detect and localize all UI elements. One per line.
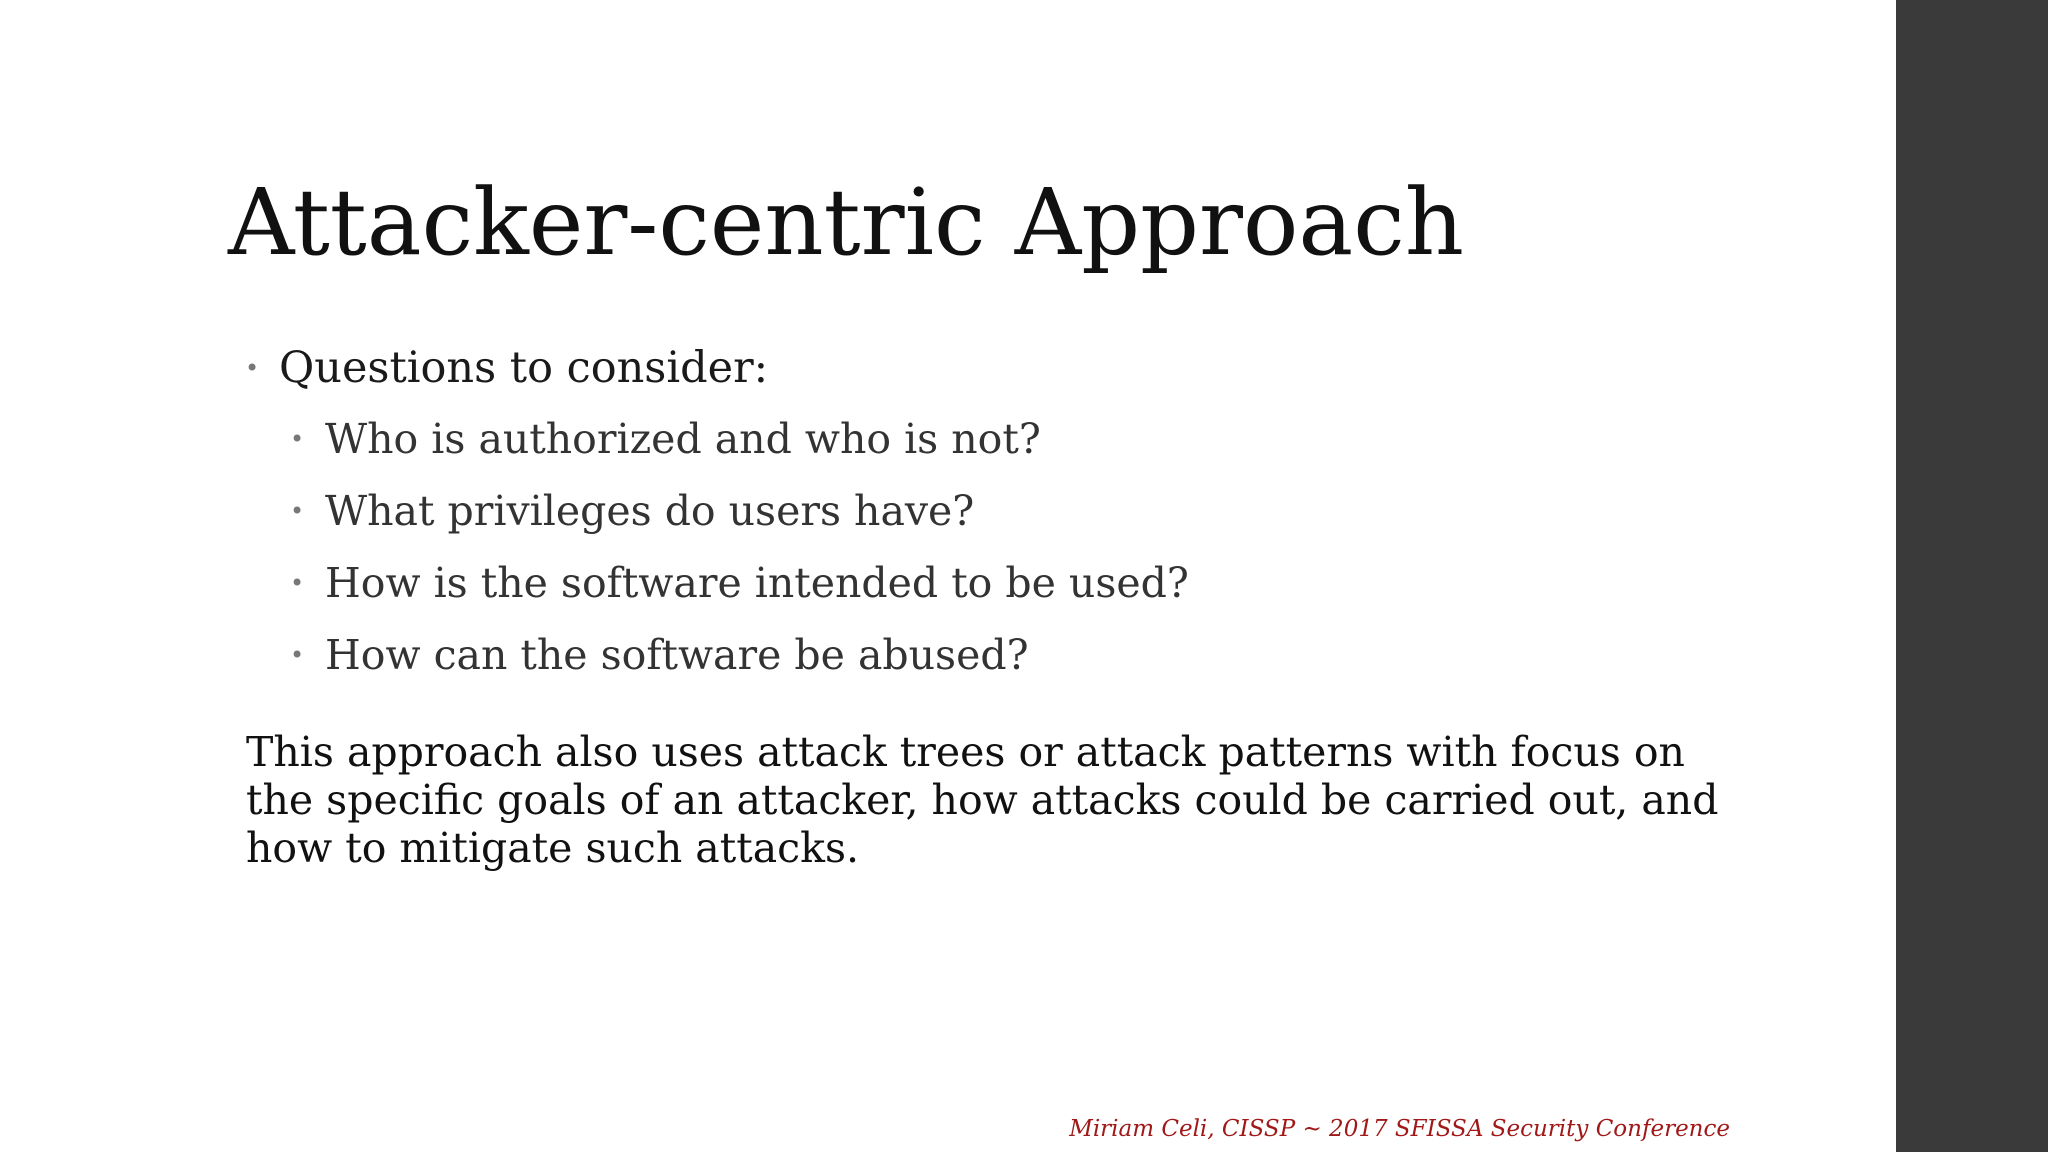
sub-bullet-text: Who is authorized and who is not? — [325, 415, 1041, 463]
footer-credit: Miriam Celi, CISSP ~ 2017 SFISSA Security Conference — [1069, 1116, 1730, 1142]
sub-bullet-item — [245, 553, 1845, 613]
bullet-dot-icon: • — [290, 425, 305, 453]
bullet-dot-icon: • — [245, 354, 260, 382]
sub-bullet-item — [245, 625, 1845, 685]
sub-bullet-item — [245, 481, 1845, 541]
bullet-list — [245, 338, 1845, 685]
side-bar — [1896, 0, 2048, 1152]
body-paragraph: This approach also uses attack trees or attack patterns with focus on the specific goals of an attacker, how attacks could be carried out, and how to mitigate such attacks. — [246, 728, 1719, 872]
bullet-dot-icon: • — [290, 641, 305, 669]
bullet-dot-icon: • — [290, 569, 305, 597]
bullet-dot-icon: • — [290, 497, 305, 525]
sub-bullet-item — [245, 409, 1845, 469]
sub-bullet-text: What privileges do users have? — [325, 487, 975, 535]
sub-bullet-text: How can the software be abused? — [325, 631, 1029, 679]
bullet-text: Questions to consider: — [279, 343, 769, 393]
sub-bullet-text: How is the software intended to be used? — [325, 559, 1189, 607]
slide-title: Attacker-centric Approach — [228, 169, 1464, 276]
bullet-item-questions — [245, 338, 1845, 398]
